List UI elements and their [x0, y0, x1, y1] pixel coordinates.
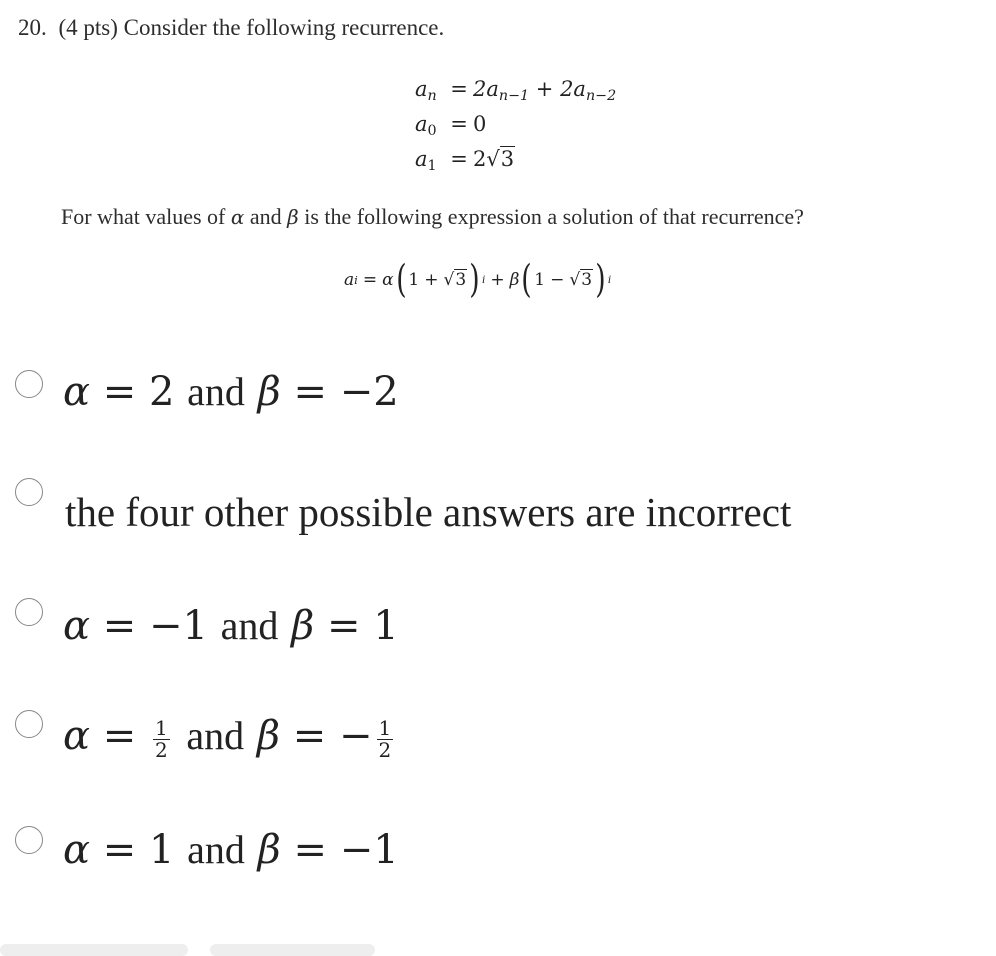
- numerator: 1: [378, 715, 392, 740]
- symbol-a: a: [415, 77, 428, 101]
- one: 1: [534, 270, 546, 290]
- left-paren: (: [395, 257, 407, 301]
- alpha-symbol: α: [63, 827, 91, 873]
- recurrence-row-1: [415, 72, 616, 107]
- and-word: and: [187, 827, 245, 872]
- square-root: [486, 142, 515, 177]
- option-label[interactable]: [63, 603, 399, 649]
- question-prompt: [61, 204, 804, 230]
- term-1: 2a: [473, 77, 499, 101]
- beta-value: −2: [339, 369, 399, 415]
- alpha-symbol: α: [382, 270, 394, 290]
- answer-option-2[interactable]: [15, 478, 791, 533]
- beta-symbol: β: [257, 369, 281, 415]
- plus-sign: +: [424, 270, 439, 290]
- denominator: 2: [378, 737, 392, 762]
- subscript: n−2: [585, 87, 617, 104]
- alpha-symbol: α: [230, 205, 245, 229]
- recurrence-row-2: [415, 107, 616, 142]
- symbol-a: a: [415, 147, 428, 171]
- radical-sign: √: [569, 270, 581, 290]
- alpha-value: 1: [148, 827, 175, 873]
- beta-value: −1: [339, 827, 399, 873]
- beta-symbol: β: [257, 827, 281, 873]
- radio-button[interactable]: [15, 598, 43, 626]
- minus-sign: −: [550, 270, 565, 290]
- option-label[interactable]: [63, 827, 399, 873]
- equals-sign: =: [293, 827, 327, 873]
- question-number: 20.: [18, 15, 47, 40]
- beta-symbol: β: [256, 713, 281, 759]
- radio-button[interactable]: [15, 478, 43, 506]
- radical-sign: √: [443, 270, 455, 290]
- option-label[interactable]: [63, 369, 399, 415]
- equals-sign: =: [102, 603, 137, 649]
- radio-button[interactable]: [15, 370, 43, 398]
- option-label[interactable]: the four other possible answers are incorrect: [65, 489, 792, 535]
- and-word: and: [186, 713, 245, 758]
- alpha-value: −1: [148, 603, 208, 649]
- equals-sign: =: [292, 713, 327, 759]
- recurrence-equations: [415, 72, 616, 177]
- radicand: 3: [455, 270, 467, 290]
- equals-sign: =: [102, 827, 137, 873]
- one: 1: [408, 270, 420, 290]
- subscript: n: [427, 87, 437, 104]
- symbol-a: a: [344, 270, 355, 290]
- initial-value-0: 0: [473, 112, 487, 136]
- equals-sign: =: [362, 270, 378, 290]
- prompt-text: and: [244, 204, 288, 229]
- equals-sign: =: [102, 369, 137, 415]
- radicand: 3: [500, 147, 515, 171]
- plus-sign: +: [529, 77, 561, 101]
- beta-value: 1: [373, 603, 399, 649]
- answer-option-3[interactable]: [15, 598, 399, 649]
- beta-fraction: [377, 715, 394, 762]
- beta-symbol: β: [287, 205, 299, 229]
- alpha-symbol: α: [63, 369, 91, 415]
- numerator: 1: [154, 715, 168, 740]
- plus-sign: +: [490, 270, 505, 290]
- radio-button[interactable]: [15, 710, 43, 738]
- answer-option-4[interactable]: [15, 710, 397, 761]
- solution-formula: a i = α ( 1 + √3 ) i + β ( 1 − √3 ) i: [344, 257, 612, 301]
- question-header: [18, 15, 444, 41]
- and-word: and: [220, 603, 279, 648]
- equals-sign: =: [450, 112, 468, 136]
- subscript: n−1: [498, 87, 530, 104]
- recurrence-row-3: [415, 142, 616, 177]
- question-title: (4 pts) Consider the following recurrence.: [58, 15, 445, 40]
- radicand: 3: [581, 270, 593, 290]
- radical-sign: √: [486, 147, 500, 171]
- beta-symbol: β: [291, 603, 315, 649]
- radio-button[interactable]: [15, 826, 43, 854]
- equals-sign: =: [450, 147, 468, 171]
- left-paren: (: [521, 257, 533, 301]
- option-label[interactable]: [63, 713, 397, 762]
- equals-sign: =: [102, 713, 137, 759]
- alpha-value: 2: [148, 369, 175, 415]
- bottom-button-right[interactable]: [210, 944, 375, 956]
- equals-sign: =: [450, 77, 468, 101]
- alpha-fraction: [153, 715, 170, 762]
- right-paren: ): [595, 257, 606, 301]
- coefficient: 2: [473, 147, 487, 171]
- subscript: 1: [427, 157, 437, 174]
- alpha-symbol: α: [63, 603, 91, 649]
- alpha-symbol: α: [63, 713, 91, 759]
- answer-option-1[interactable]: [15, 369, 399, 415]
- prompt-text: is the following expression a solution of that recurrence?: [298, 204, 804, 229]
- equals-sign: =: [293, 369, 327, 415]
- minus-sign: −: [338, 713, 373, 759]
- subscript: 0: [427, 122, 437, 139]
- symbol-a: a: [415, 112, 428, 136]
- bottom-button-left[interactable]: [0, 944, 188, 956]
- term-2: 2a: [560, 77, 586, 101]
- answer-option-5[interactable]: [15, 826, 399, 873]
- prompt-text: For what values of: [61, 204, 231, 229]
- equals-sign: =: [326, 603, 361, 649]
- and-word: and: [187, 369, 245, 414]
- denominator: 2: [154, 737, 168, 762]
- square-root: [443, 270, 467, 290]
- subscript: i: [354, 273, 358, 287]
- beta-symbol: β: [509, 270, 520, 290]
- square-root: [569, 270, 593, 290]
- right-paren: ): [469, 257, 480, 301]
